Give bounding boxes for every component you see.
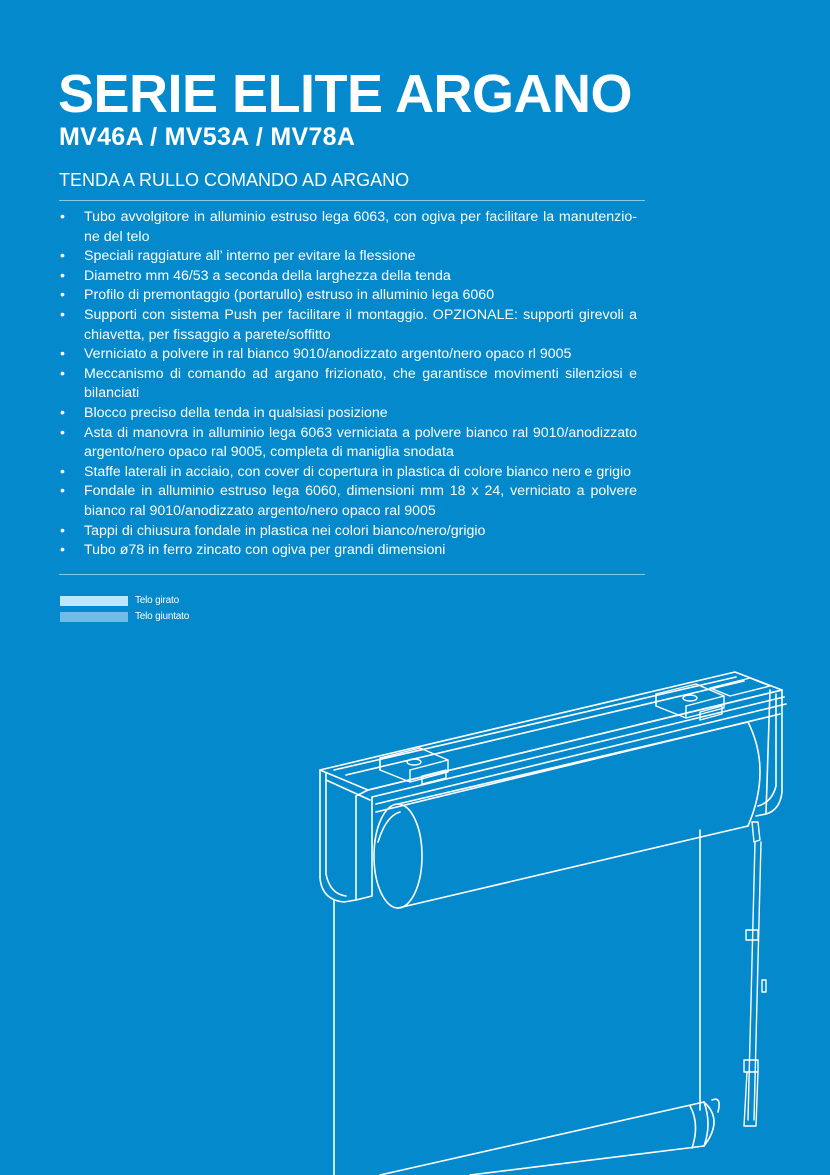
bullet-icon: • <box>60 542 65 559</box>
feature-text: Tappi di chiusura fondale in plastica nei colori bianco/nero/grigio <box>84 522 486 539</box>
product-subtitle: TENDA A RULLO COMANDO AD ARGANO <box>59 170 410 190</box>
feature-text: Tubo ø78 in ferro zincato con ogiva per grandi dimensioni <box>84 542 446 559</box>
bullet-icon: • <box>60 483 65 500</box>
legend-label-telo-giuntato: Telo giuntato <box>135 611 190 622</box>
bullet-icon: • <box>60 424 65 441</box>
feature-text: Asta di manovra in alluminio lega 6063 verniciata a polvere bianco ral 9010/anodizzato argento/nero opaco ral 9005, completa di maniglia snodata <box>84 424 637 461</box>
bullet-icon: • <box>60 267 65 284</box>
feature-text: Fondale in alluminio estruso lega 6060, dimensioni mm 18 x 24, verniciato a polvere bianco ral 9010/anodizzato argento/nero opaco ral 9005 <box>84 483 637 519</box>
bullet-icon: • <box>60 306 65 323</box>
feature-text: Speciali raggiature all’ interno per evitare la flessione <box>84 248 416 265</box>
feature-text: Blocco preciso della tenda in qualsiasi posizione <box>84 404 388 421</box>
bullet-icon: • <box>60 346 65 363</box>
feature-text: Diametro mm 46/53 a seconda della larghezza della tenda <box>84 267 451 284</box>
bullet-icon: • <box>60 365 65 382</box>
feature-text: Supporti con sistema Push per facilitare il montaggio. OPZIONALE: supporti girevoli a chiavetta, per fissaggio a parete/soffitto <box>84 306 637 343</box>
feature-text: Profilo di premontaggio (portarullo) estruso in alluminio lega 6060 <box>84 287 495 304</box>
bullet-icon: • <box>60 404 65 421</box>
crank-pole <box>744 822 766 1126</box>
bullet-icon: • <box>60 209 65 225</box>
page-title: SERIE ELITE ARGANO <box>58 64 633 124</box>
fabric-panel <box>334 830 700 1175</box>
bullet-icon: • <box>60 463 65 480</box>
bullet-icon: • <box>60 248 65 265</box>
side-bracket-right <box>756 690 782 816</box>
model-codes: MV46A / MV53A / MV78A <box>59 123 356 151</box>
feature-text: Meccanismo di comando ad argano frizionato, che garantisce movimenti silenziosi e bilanciati <box>84 365 637 402</box>
bottom-bar <box>380 1099 719 1175</box>
feature-text: Verniciato a polvere in ral bianco 9010/anodizzato argento/nero opaco rl 9005 <box>84 346 572 363</box>
feature-text: Staffe laterali in acciaio, con cover di copertura in plastica di colore bianco nero e grigio <box>84 463 632 480</box>
feature-text: Tubo avvolgitore in alluminio estruso lega 6063, con ogiva per facilitare la manutenzio-ne del telo <box>84 209 637 245</box>
legend-label-telo-girato: Telo girato <box>135 595 179 606</box>
bullet-icon: • <box>60 287 65 304</box>
bullet-icon: • <box>60 522 65 539</box>
